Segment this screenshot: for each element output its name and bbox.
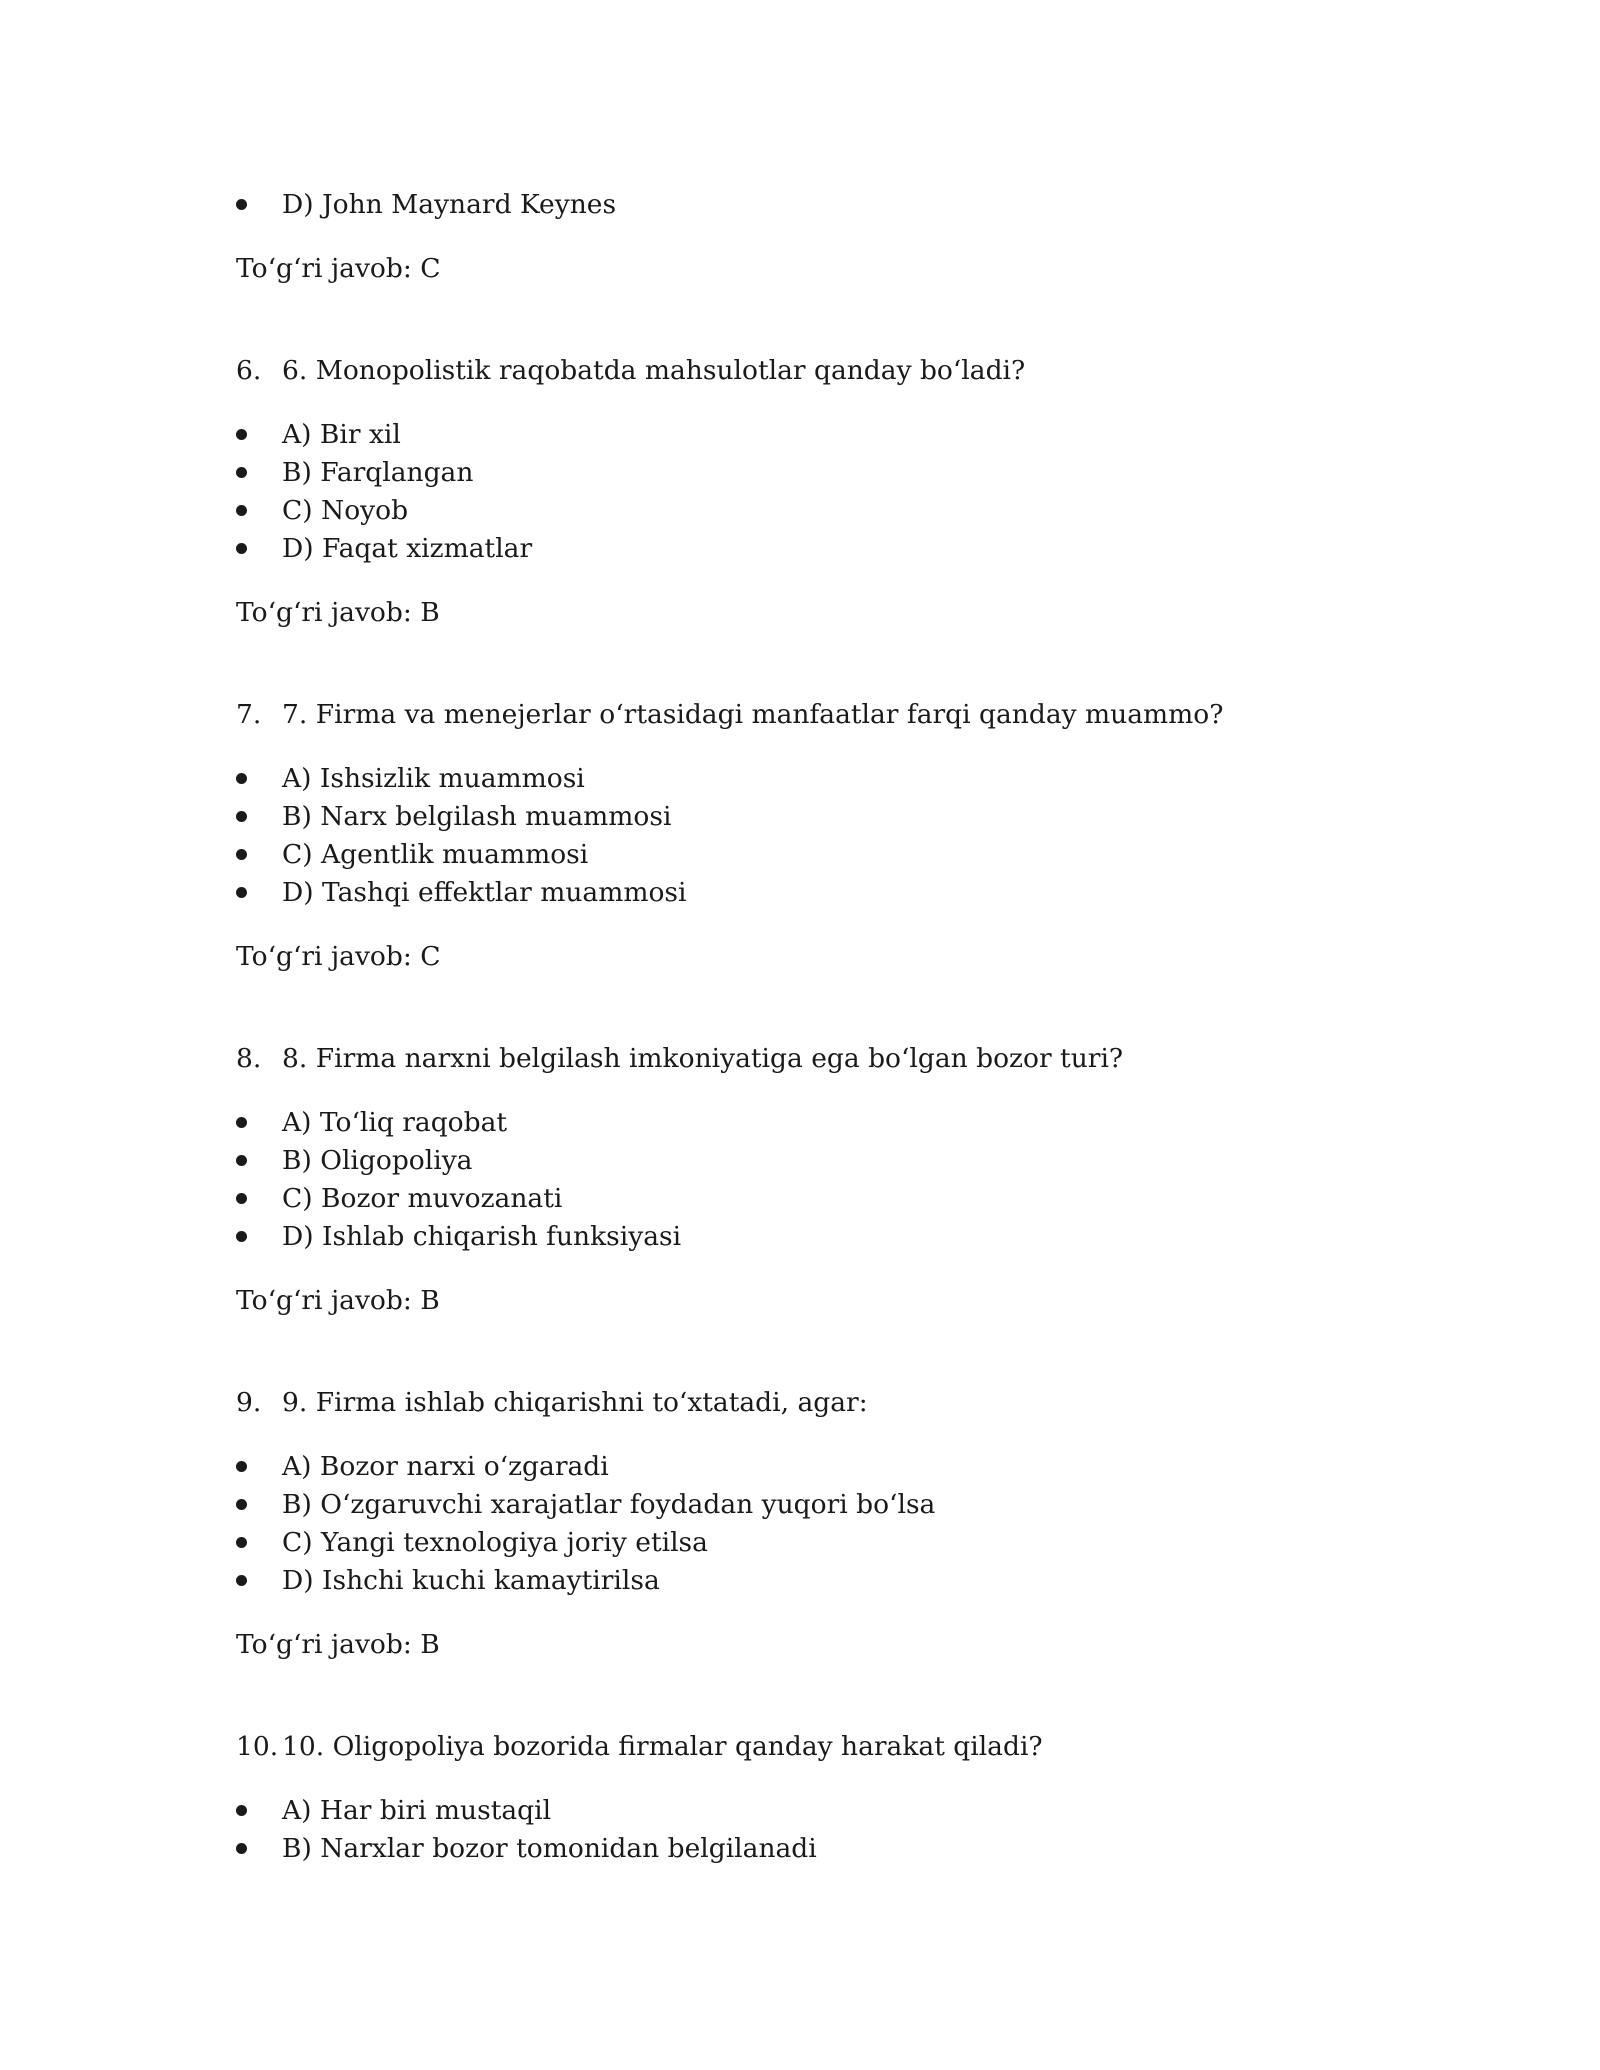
- option-text: C) Noyob: [282, 495, 409, 526]
- option-text: A) Ishsizlik muammosi: [282, 763, 585, 794]
- option-text: C) Agentlik muammosi: [282, 839, 589, 870]
- option-text: A) To‘liq raqobat: [282, 1107, 508, 1138]
- question-text: 9. Firma ishlab chiqarishni to‘xtatadi, agar:: [282, 1387, 868, 1418]
- option-item: [282, 186, 616, 224]
- bullet-icon: [236, 467, 247, 478]
- option-item: [282, 492, 408, 530]
- bullet-icon: [236, 773, 247, 784]
- correct-answer: To‘g‘ri javob: C: [236, 941, 441, 972]
- option-text: B) Narx belgilash muammosi: [282, 801, 672, 832]
- bullet-icon: [236, 1843, 247, 1854]
- bullet-icon: [236, 811, 247, 822]
- question-heading: [236, 1040, 1123, 1078]
- correct-answer: To‘g‘ri javob: B: [236, 1629, 440, 1660]
- option-item: [282, 1104, 507, 1142]
- option-text: B) O‘zgaruvchi xarajatlar foydadan yuqori bo‘lsa: [282, 1489, 936, 1520]
- bullet-icon: [236, 1155, 247, 1166]
- option-item: [282, 1830, 817, 1868]
- option-item: [282, 1524, 708, 1562]
- bullet-icon: [236, 199, 247, 210]
- option-text: A) Har biri mustaqil: [282, 1795, 552, 1826]
- option-text: D) Ishlab chiqarish funksiyasi: [282, 1221, 682, 1252]
- bullet-icon: [236, 1575, 247, 1586]
- option-item: [282, 760, 585, 798]
- question-heading: [236, 352, 1025, 390]
- option-item: [282, 1218, 681, 1256]
- bullet-icon: [236, 1193, 247, 1204]
- option-item: [282, 530, 532, 568]
- bullet-icon: [236, 849, 247, 860]
- bullet-icon: [236, 543, 247, 554]
- correct-answer: To‘g‘ri javob: B: [236, 597, 440, 628]
- option-item: [282, 874, 687, 912]
- option-item: [282, 1180, 562, 1218]
- question-text: 7. Firma va menejerlar o‘rtasidagi manfaatlar farqi qanday muammo?: [282, 699, 1224, 730]
- bullet-icon: [236, 1537, 247, 1548]
- bullet-icon: [236, 1805, 247, 1816]
- option-item: [282, 416, 401, 454]
- option-text: D) Faqat xizmatlar: [282, 533, 533, 564]
- question-text: 6. Monopolistik raqobatda mahsulotlar qanday bo‘ladi?: [282, 355, 1026, 386]
- option-text: D) John Maynard Keynes: [282, 189, 617, 220]
- option-item: [282, 1792, 551, 1830]
- question-heading: [236, 1384, 868, 1422]
- option-item: [282, 1142, 472, 1180]
- question-number: 10.: [236, 1731, 279, 1762]
- question-heading: [236, 1728, 1043, 1766]
- question-number: 6.: [236, 355, 262, 386]
- bullet-icon: [236, 429, 247, 440]
- bullet-icon: [236, 1231, 247, 1242]
- option-text: D) Ishchi kuchi kamaytirilsa: [282, 1565, 660, 1596]
- bullet-icon: [236, 1461, 247, 1472]
- option-text: C) Yangi texnologiya joriy etilsa: [282, 1527, 708, 1558]
- option-text: A) Bir xil: [282, 419, 401, 450]
- option-item: [282, 1486, 935, 1524]
- option-item: [282, 836, 588, 874]
- option-text: B) Oligopoliya: [282, 1145, 473, 1176]
- bullet-icon: [236, 1117, 247, 1128]
- question-number: 8.: [236, 1043, 262, 1074]
- question-number: 9.: [236, 1387, 262, 1418]
- question-heading: [236, 696, 1223, 734]
- correct-answer: To‘g‘ri javob: C: [236, 253, 441, 284]
- bullet-icon: [236, 1499, 247, 1510]
- question-number: 7.: [236, 699, 262, 730]
- bullet-icon: [236, 505, 247, 516]
- option-text: A) Bozor narxi o‘zgaradi: [282, 1451, 609, 1482]
- question-text: 8. Firma narxni belgilash imkoniyatiga ega bo‘lgan bozor turi?: [282, 1043, 1124, 1074]
- option-text: B) Farqlangan: [282, 457, 474, 488]
- option-text: C) Bozor muvozanati: [282, 1183, 563, 1214]
- option-text: B) Narxlar bozor tomonidan belgilanadi: [282, 1833, 817, 1864]
- question-text: 10. Oligopoliya bozorida firmalar qanday harakat qiladi?: [282, 1731, 1043, 1762]
- option-item: [282, 454, 473, 492]
- option-item: [282, 798, 671, 836]
- option-item: [282, 1448, 609, 1486]
- bullet-icon: [236, 887, 247, 898]
- correct-answer: To‘g‘ri javob: B: [236, 1285, 440, 1316]
- option-text: D) Tashqi effektlar muammosi: [282, 877, 687, 908]
- option-item: [282, 1562, 660, 1600]
